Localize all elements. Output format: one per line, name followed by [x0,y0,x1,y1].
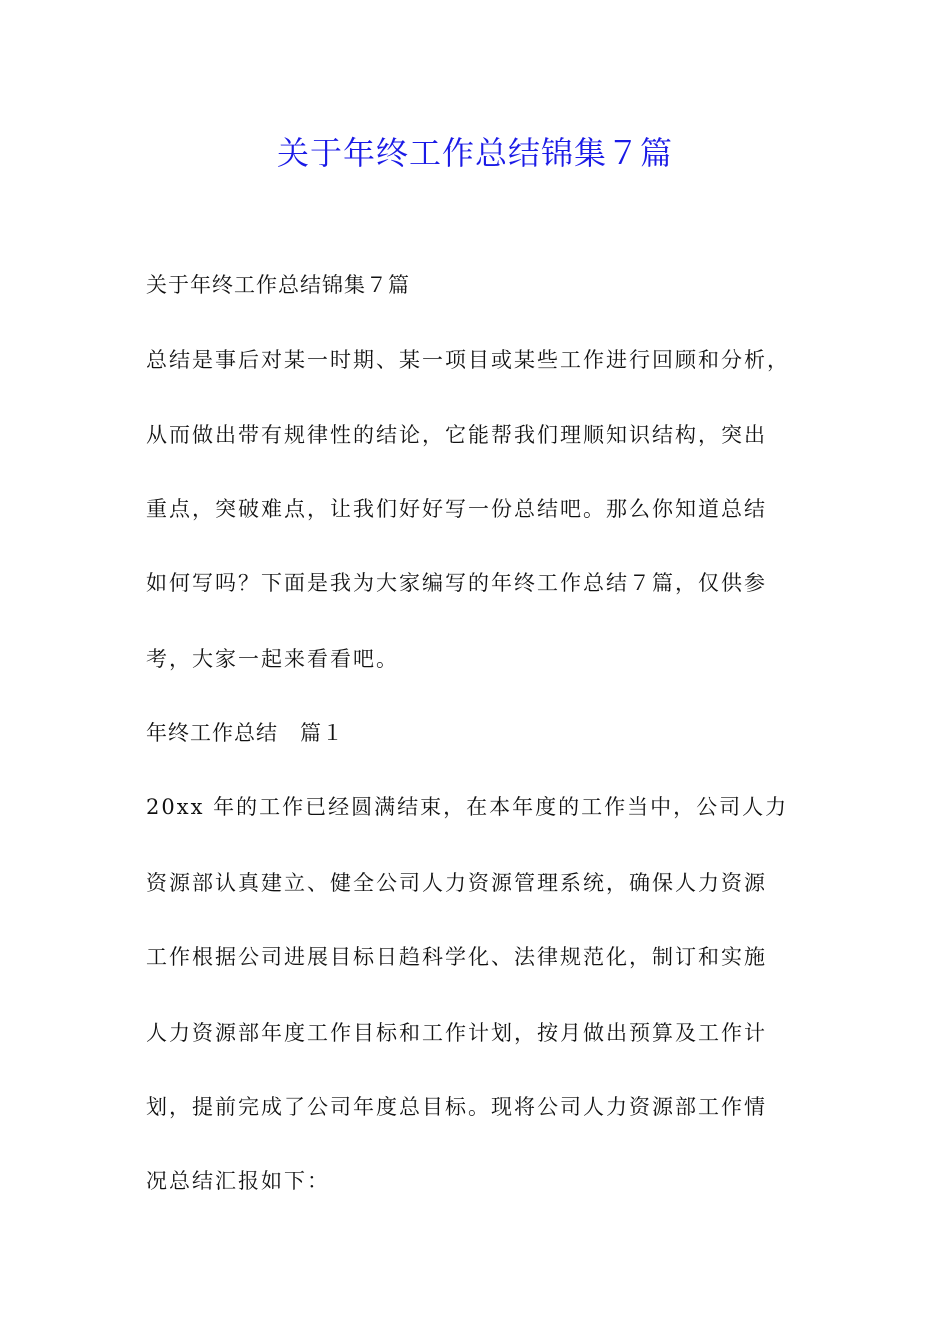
intro-line-1: 总结是事后对某一时期、某一项目或某些工作进行回顾和分析， [146,348,790,372]
intro-line-4: 如何写吗？下面是我为大家编写的年终工作总结７篇，仅供参 [146,571,767,595]
body-line-4: 人力资源部年度工作目标和工作计划，按月做出预算及工作计 [146,1021,767,1045]
intro-line-3: 重点，突破难点，让我们好好写一份总结吧。那么你知道总结 [146,497,767,521]
body-line-5: 划，提前完成了公司年度总目标。现将公司人力资源部工作情 [146,1095,767,1119]
body-line-2: 资源部认真建立、健全公司人力资源管理系统，确保人力资源 [146,871,767,895]
body-line-6: 况总结汇报如下： [146,1169,330,1193]
subtitle-line: 关于年终工作总结锦集７篇 [146,273,410,297]
section-heading: 年终工作总结 篇１ [146,721,344,745]
document-title: 关于年终工作总结锦集７篇 [276,134,673,172]
body-line-1: 20xx 年的工作已经圆满结束，在本年度的工作当中，公司人力 [146,795,789,819]
intro-line-5: 考，大家一起来看看吧。 [146,647,399,671]
body-line-3: 工作根据公司进展目标日趋科学化、法律规范化，制订和实施 [146,945,767,969]
intro-line-2: 从而做出带有规律性的结论，它能帮我们理顺知识结构，突出 [146,423,767,447]
